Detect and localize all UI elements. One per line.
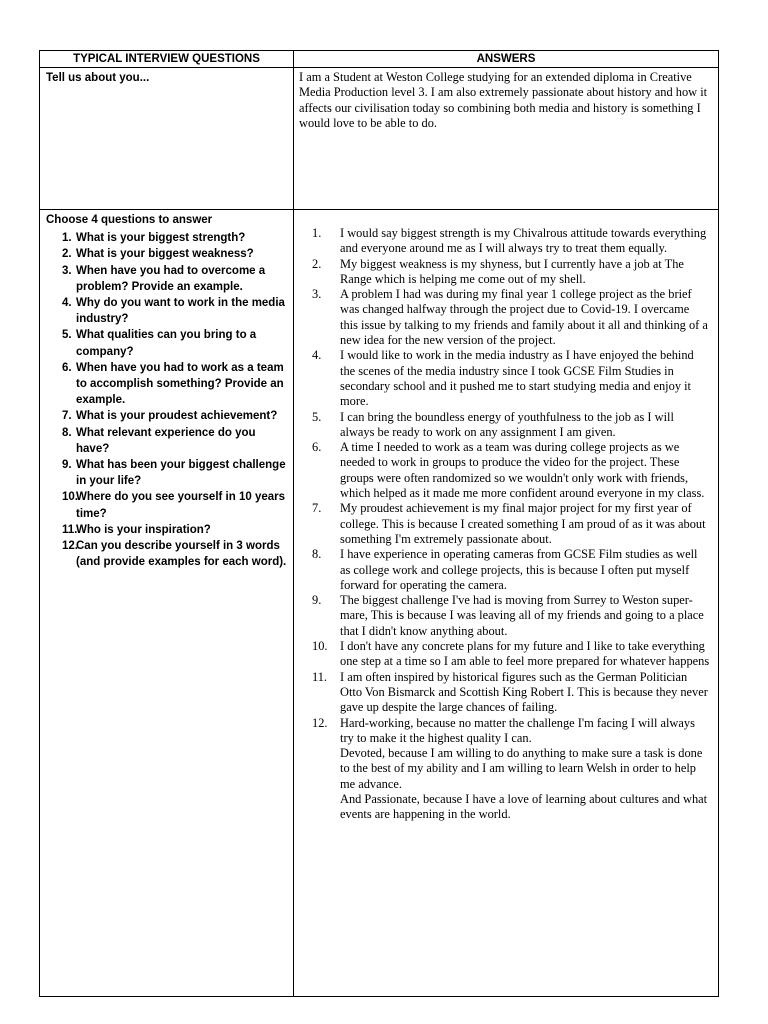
answer-item — [298, 226, 710, 257]
intro-question: Tell us about you... — [40, 68, 294, 210]
questions-row — [40, 210, 719, 997]
answer-text — [340, 547, 710, 593]
answer-item — [298, 501, 710, 547]
answer-item — [298, 287, 710, 348]
answer-item — [298, 348, 710, 409]
question-item — [46, 360, 289, 409]
question-number: 6. — [62, 361, 72, 374]
question-number: 1. — [62, 232, 72, 245]
answer-text — [340, 670, 710, 716]
question-number: 7. — [62, 410, 72, 423]
question-text: When have you had to overcome a problem? Provide an example. — [76, 264, 266, 293]
answer-paragraph: Hard-working, because no matter the challenge I'm facing I will always try to make it the highest quality I can. — [340, 715, 695, 745]
intro-answer: I am a Student at Weston College studying for an extended diploma in Creative Media Production level 3. I am also extremely passionate about history and how it affects our civilisation today so combining both media and history is something I would love to be able to do. — [294, 68, 719, 210]
question-item — [46, 425, 289, 457]
answer-number: 5. — [312, 409, 322, 424]
answer-paragraph: A time I needed to work as a team was during college projects as we needed to work in groups to produce the video for the project. These groups were often randomized so we wouldn't only work with friends, which helped as it made me more confident around everyone in my class. — [340, 440, 705, 501]
answers-cell — [294, 210, 719, 997]
answer-item — [298, 716, 710, 823]
question-text: Can you describe yourself in 3 words (and provide examples for each word). — [76, 540, 287, 569]
questions-cell — [40, 210, 294, 997]
question-number: 3. — [62, 264, 72, 277]
question-number: 5. — [62, 329, 72, 342]
question-text: Where do you see yourself in 10 years time? — [76, 491, 285, 520]
question-item — [46, 295, 289, 327]
questions-header: TYPICAL INTERVIEW QUESTIONS — [40, 51, 294, 68]
answer-item — [298, 670, 710, 716]
question-text: What qualities can you bring to a company? — [76, 329, 257, 358]
answer-text — [340, 593, 710, 639]
answer-item — [298, 639, 710, 670]
answer-text — [340, 501, 710, 547]
answer-text — [340, 257, 710, 288]
question-number: 11. — [62, 523, 78, 536]
answer-paragraph: My biggest weakness is my shyness, but I currently have a job at The Range which is helping me come out of my shell. — [340, 256, 684, 286]
answer-text — [340, 410, 710, 441]
answer-number: 3. — [312, 287, 322, 302]
question-text: What relevant experience do you have? — [76, 426, 256, 455]
answer-paragraph: I don't have any concrete plans for my future and I like to take everything one step at a time so I am able to feel more prepared for whatever happens — [340, 639, 710, 669]
answer-list — [298, 226, 710, 823]
question-item — [46, 522, 289, 538]
answer-number: 10. — [312, 639, 328, 654]
question-item — [46, 538, 289, 570]
answer-number: 7. — [312, 501, 322, 516]
question-text: What has been your biggest challenge in your life? — [76, 459, 286, 488]
intro-row — [40, 68, 719, 210]
question-item — [46, 489, 289, 521]
answer-number: 1. — [312, 226, 322, 240]
answer-text — [340, 639, 710, 670]
question-number: 4. — [62, 297, 72, 310]
answer-paragraph: My proudest achievement is my final major project for my first year of college. This is because I created something I am proud of as it was about something I'm extremely passionate about. — [340, 501, 706, 546]
question-text: Who is your inspiration? — [76, 523, 211, 536]
choose-label: Choose 4 questions to answer — [46, 214, 213, 226]
question-number: 8. — [62, 426, 72, 439]
question-item — [46, 327, 289, 359]
answer-number: 2. — [312, 256, 322, 271]
answer-paragraph: Devoted, because I am willing to do anything to make sure a task is done to the best of my ability and I am willing to learn Welsh in order to help me advance. — [340, 746, 703, 791]
answer-paragraph: A problem I had was during my final year 1 college project as the brief was changed halfway through the project due to Covid-19. I overcame this issue by talking to my friends and family about it all and thinking of a new idea for the new version of the project. — [340, 287, 708, 348]
answer-item — [298, 547, 710, 593]
answer-item — [298, 440, 710, 501]
answer-number: 9. — [312, 593, 322, 608]
answer-paragraph: I would say biggest strength is my Chivalrous attitude towards everything and everyone around me as I will always try to treat them equally. — [340, 226, 707, 256]
question-text: What is your biggest weakness? — [76, 248, 254, 261]
answer-paragraph: I can bring the boundless energy of youthfulness to the job as I will always be ready to work on any assignment I am given. — [340, 409, 674, 439]
answer-text — [340, 348, 710, 409]
question-item — [46, 230, 289, 246]
question-item — [46, 457, 289, 489]
question-number: 12. — [62, 540, 78, 553]
question-item — [46, 408, 289, 424]
answer-text — [340, 287, 710, 348]
answer-paragraph: And Passionate, because I have a love of learning about cultures and what events are happening in the world. — [340, 791, 708, 822]
answer-text — [340, 226, 710, 257]
question-text: What is your biggest strength? — [76, 232, 246, 245]
question-item — [46, 263, 289, 295]
answer-paragraph: I am often inspired by historical figures such as the German Politician Otto Von Bismarck and Scottish King Robert I. This is because they never gave up despite the large chances of failing. — [340, 669, 708, 715]
answer-item — [298, 257, 710, 288]
answers-header: ANSWERS — [294, 51, 719, 68]
interview-table — [39, 50, 719, 997]
header-row — [40, 51, 719, 68]
answer-paragraph: The biggest challenge I've had is moving from Surrey to Weston super-mare, This is because I was leaving all of my friends and going to a place that I didn't know anything about. — [340, 593, 704, 638]
answer-text — [340, 716, 710, 823]
answer-number: 12. — [312, 715, 328, 730]
question-item — [46, 246, 289, 262]
answer-item — [298, 410, 710, 441]
answer-paragraph: I have experience in operating cameras from GCSE Film studies as well as college work and college projects, this is because I often put myself forward for operating the camera. — [340, 547, 698, 592]
question-number: 9. — [62, 459, 72, 472]
answer-paragraph: I would like to work in the media industry as I have enjoyed the behind the scenes of the media industry since I took GCSE Film Studies in secondary school and it pushed me to start studying media and enjoy it more. — [340, 348, 694, 409]
answer-number: 11. — [312, 669, 328, 684]
answer-number: 8. — [312, 547, 322, 562]
answer-number: 6. — [312, 440, 322, 455]
question-text: What is your proudest achievement? — [76, 410, 278, 423]
question-list — [46, 230, 289, 570]
answer-item — [298, 593, 710, 639]
question-text: Why do you want to work in the media industry? — [76, 297, 285, 326]
question-text: When have you had to work as a team to accomplish something? Provide an example. — [76, 361, 284, 407]
answer-text — [340, 440, 710, 501]
question-number: 10. — [62, 491, 78, 504]
answer-number: 4. — [312, 348, 322, 363]
question-number: 2. — [62, 248, 72, 261]
